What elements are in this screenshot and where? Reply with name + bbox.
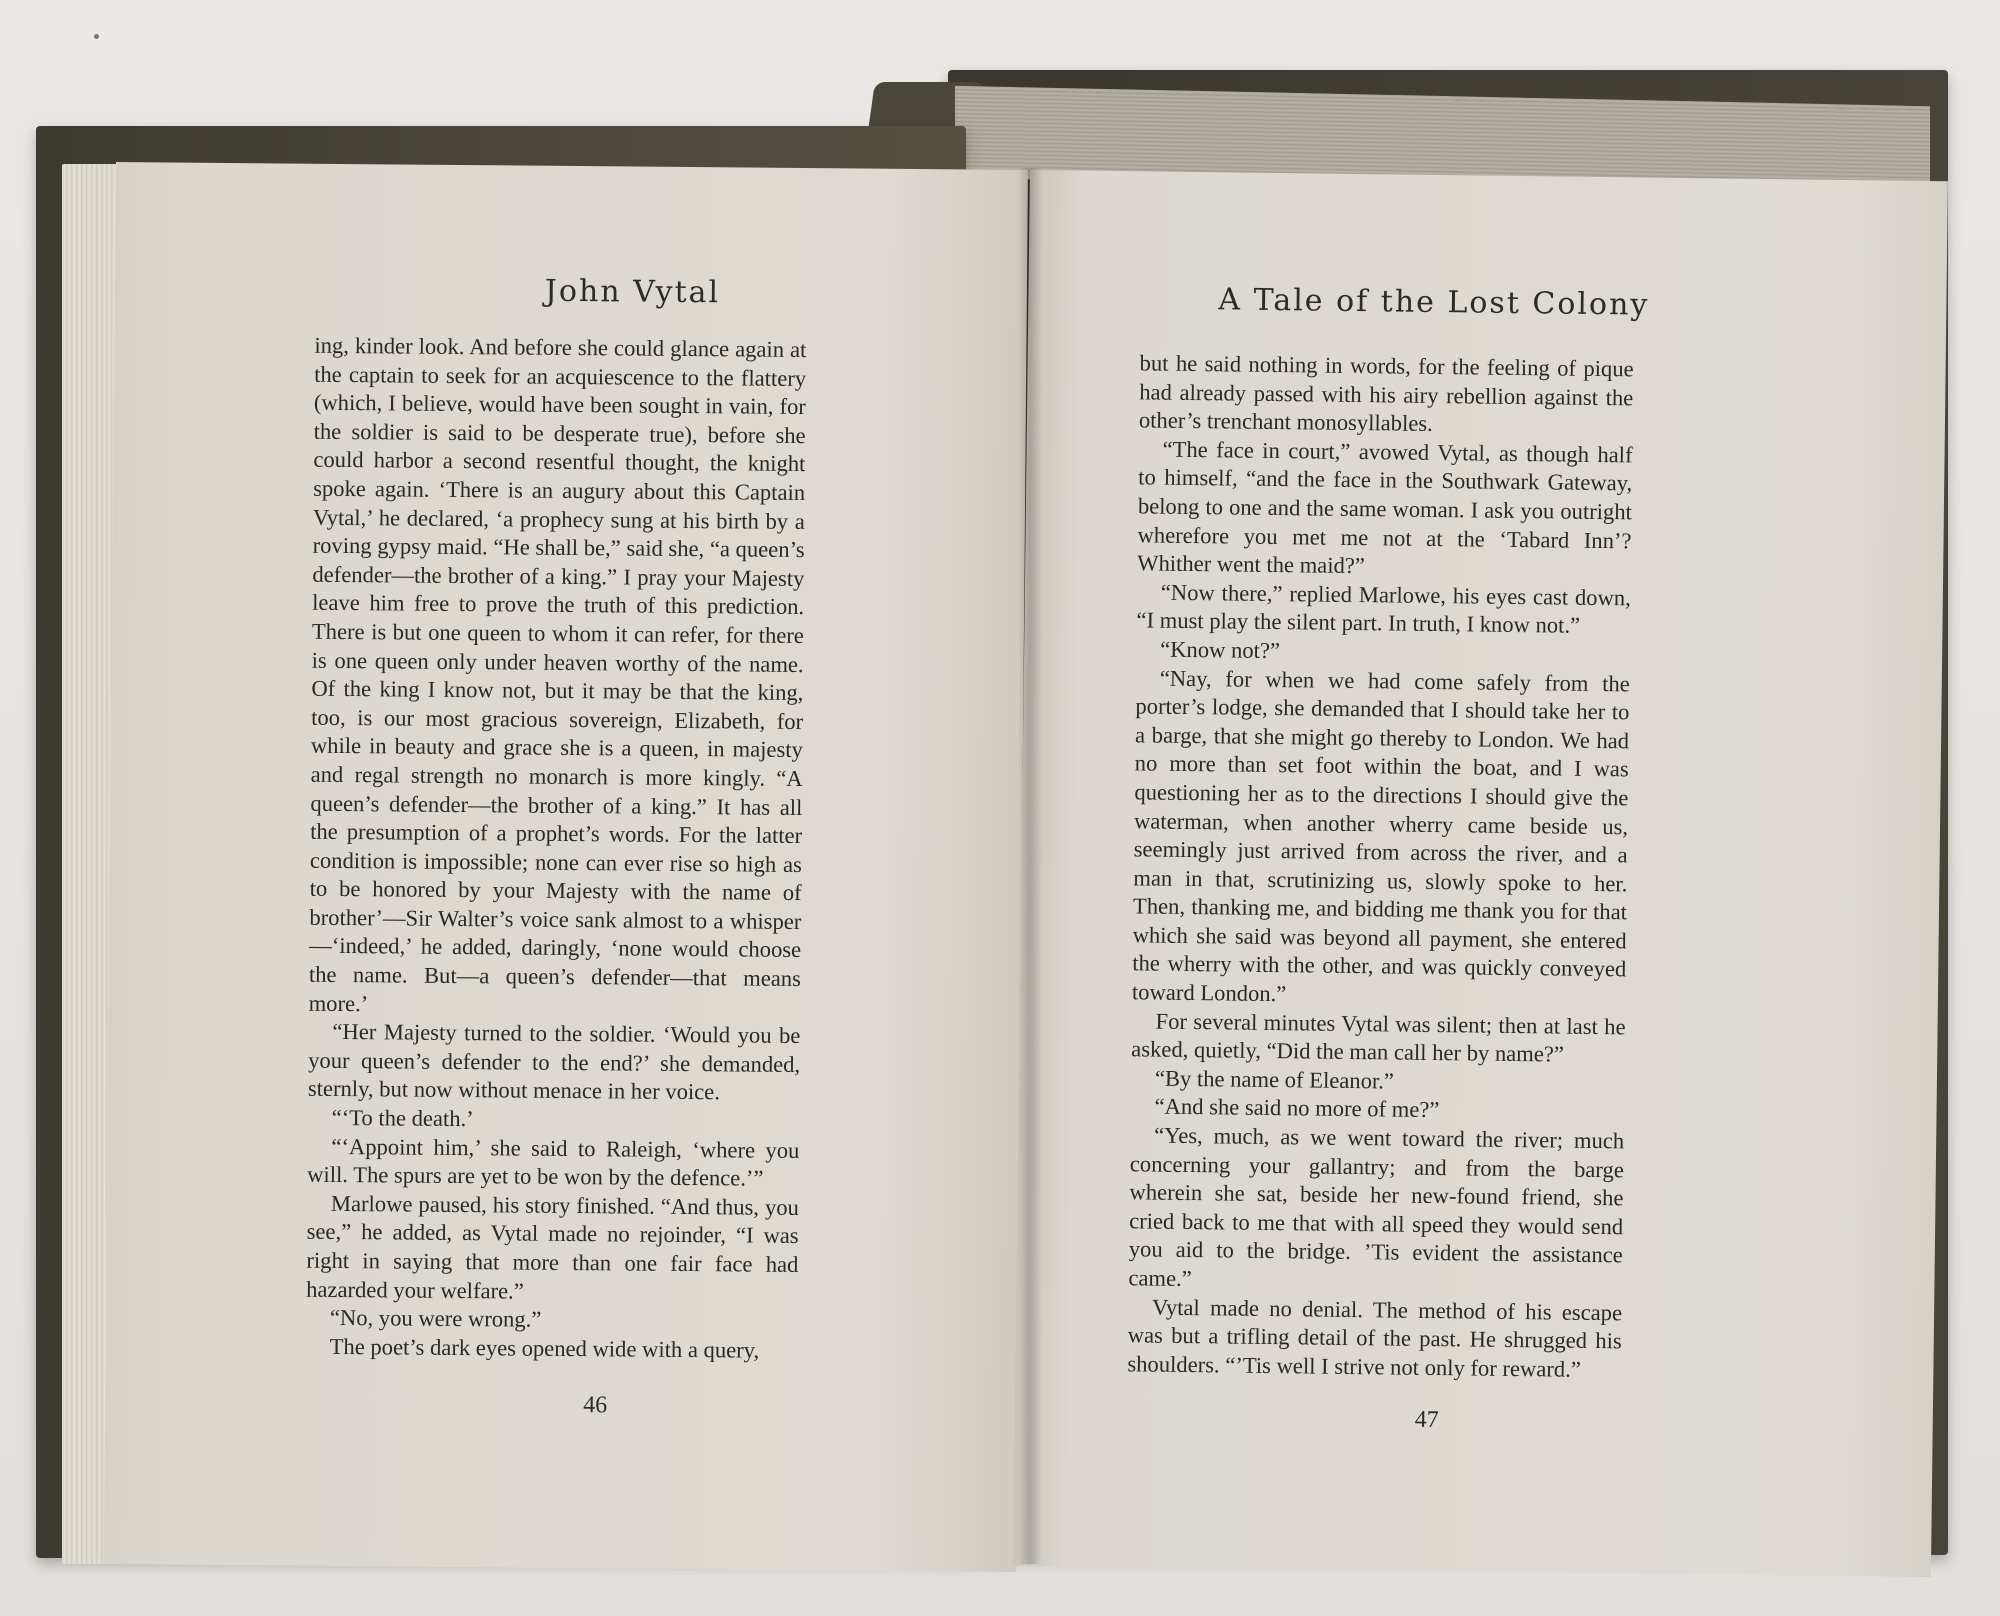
page-number-right: 47 bbox=[1414, 1406, 1439, 1434]
paragraph: “Know not?” bbox=[1160, 636, 1281, 664]
paragraph: “No, you were wrong.” bbox=[329, 1305, 542, 1332]
paragraph: but he said nothing in words, for the feeling of pique had already passed with his airy rebellion against the other’s trenchant monosyllables. bbox=[1138, 350, 1634, 437]
page-number-left: 46 bbox=[583, 1392, 608, 1419]
paragraph: Marlowe paused, his story finished. “And thus, you see,” he added, as Vytal made no rejoinder, “I was right in saying that more than one fair face had hazarded your welfare.” bbox=[306, 1190, 800, 1304]
running-head-left: John Vytal bbox=[544, 273, 721, 311]
dust-speck bbox=[94, 34, 99, 39]
paragraph: For several minutes Vytal was silent; then at last he asked, quietly, “Did the man call her by name?” bbox=[1131, 1008, 1626, 1067]
paragraph: “Her Majesty turned to the soldier. ‘Would you be your queen’s defender to the end?’ she demanded, sternly, but now without menace in her voice. bbox=[307, 1019, 801, 1105]
running-head-right: A Tale of the Lost Colony bbox=[1218, 282, 1650, 323]
paragraph: The poet’s dark eyes opened wide with a query, bbox=[329, 1333, 760, 1363]
paragraph: “Nay, for when we had come safely from the porter’s lodge, she demanded that I should take her to a barge, that she might go thereby to London. We had no more than set foot within the boat, and I was questioning her as to the directions I should give the waterman, when another wherry came beside us, seemingly just arrived from across the river, and a man in that, scrutinizing us, slowly spoke to her. Then, thanking me, and bidding me thank you for that which she said was beyond all payment, she entered the wherry with the other, and was quickly conveyed toward London.” bbox=[1131, 665, 1630, 1007]
paragraph: “‘Appoint him,’ she said to Raleigh, ‘where you will. The spurs are yet to be won by the defence.’” bbox=[307, 1133, 800, 1191]
left-page-text bbox=[306, 332, 807, 1366]
paragraph: “‘To the death.’ bbox=[331, 1104, 474, 1132]
paragraph: “Yes, much, as we went toward the river; much concerning your gallantry; and from the barge wherein she sat, beside her new-found friend, she cried back to me that with all speed they would send you aid to the bridge. ’Tis evident the assistance came.” bbox=[1128, 1122, 1625, 1292]
paragraph: Vytal made no denial. The method of his escape was but a trifling detail of the past. He shrugged his shoulders. “’Tis well I strive not only for reward.” bbox=[1127, 1294, 1623, 1382]
right-page-text bbox=[1127, 349, 1634, 1384]
paragraph: “Now there,” replied Marlowe, his eyes cast down, “I must play the silent part. In truth, I know not.” bbox=[1136, 579, 1631, 639]
right-page bbox=[1013, 170, 1948, 1577]
left-page bbox=[104, 162, 1028, 1572]
book-gutter bbox=[1018, 168, 1042, 1564]
paragraph: “The face in court,” avowed Vytal, as though half to himself, “and the face in the Southwark Gateway, belong to one and the same woman. I ask you outright wherefore you met me not at the ‘Tabard Inn’? Whither went the maid?” bbox=[1137, 436, 1633, 579]
paragraph: ing, kinder look. And before she could glance again at the captain to seek for an acquiescence to the flattery (which, I believe, would have been sought in vain, for the soldier is said to be desperate true), before she could harbor a second resentful thought, the knight spoke again. ‘There is an augury about this Captain Vytal,’ he declared, ‘a prophecy sung at his birth by a roving gypsy maid. “He shall be,” said she, “a queen’s defender—the brother of a king.” I pray your Majesty leave him free to prove the truth of this prediction. There is but one queen to whom it can refer, for there is one queen only under heaven worthy of the name. Of the king I know not, but it may be that the king, too, is our most gracious sovereign, Elizabeth, for while in beauty and grace she is a queen, in majesty and regal strength no monarch is more kingly. “A queen’s defender—the brother of a king.” It has all the presumption of a prophet’s words. For the latter condition is impossible; none can ever rise so high as to be honored by your Majesty with the name of brother’—Sir Walter’s voice sank almost to a whisper—‘indeed,’ he added, daringly, ‘none would choose the name. But—a queen’s defender—that means more.’ bbox=[308, 332, 807, 1016]
paragraph: “By the name of Eleanor.” bbox=[1154, 1065, 1395, 1094]
paragraph: “And she said no more of me?” bbox=[1154, 1094, 1440, 1123]
